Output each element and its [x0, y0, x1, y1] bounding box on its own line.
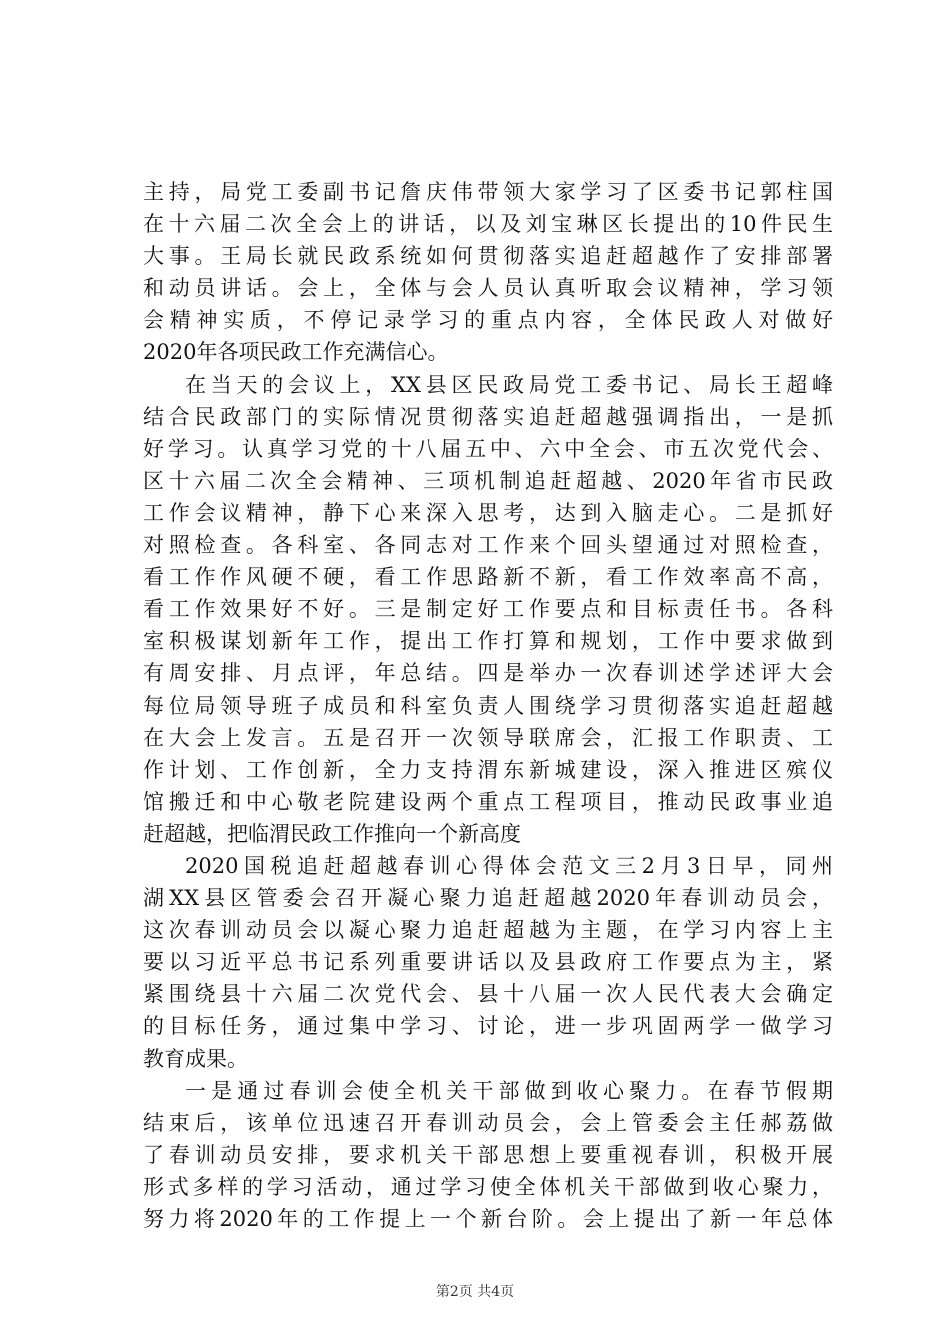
text-line: 2020年各项民政工作充满信心。	[143, 340, 449, 365]
text-line: 主持，局党工委副书记詹庆伟带领大家学习了区委书记郭柱国	[143, 180, 833, 204]
text-line: 2020国税追赶超越春训心得体会范文三2月3日早，同州	[185, 853, 833, 878]
text-line: 对照检查。各科室、各同志对工作来个回头望通过对照检查，	[143, 533, 833, 558]
text-line: 每位局领导班子成员和科室负责人围绕学习贯彻落实追赶超越	[143, 693, 833, 718]
text-line: 赶超越，把临渭民政工作推向一个新高度	[143, 821, 521, 846]
text-line: 教育成果。	[143, 1046, 248, 1071]
text-line: 工作会议精神，静下心来深入思考，达到入脑走心。二是抓好	[143, 500, 833, 525]
text-line: 好学习。认真学习党的十八届五中、六中全会、市五次党代会、	[143, 436, 833, 461]
text-line: 大事。王局长就民政系统如何贯彻落实追赶超越作了安排部署	[143, 244, 833, 269]
text-line: 一是通过春训会使全机关干部做到收心聚力。在春节假期	[185, 1078, 833, 1103]
text-line: 在大会上发言。五是召开一次领导联席会，汇报工作职责、工	[143, 725, 833, 750]
text-line: 了春训动员安排，要求机关干部思想上要重视春训，积极开展	[143, 1142, 833, 1167]
text-line: 这次春训动员会以凝心聚力追赶超越为主题，在学习内容上主	[143, 918, 833, 943]
text-line: 看工作效果好不好。三是制定好工作要点和目标责任书。各科	[143, 597, 833, 622]
page-number-label: 第2页 共4页	[435, 1284, 515, 1300]
text-line: 室积极谋划新年工作，提出工作打算和规划，工作中要求做到	[143, 629, 833, 654]
text-line: 在十六届二次全会上的讲话，以及刘宝琳区长提出的10件民生	[143, 212, 833, 237]
text-line: 形式多样的学习活动，通过学习使全体机关干部做到收心聚力，	[143, 1174, 833, 1199]
text-line: 结束后，该单位迅速召开春训动员会，会上管委会主任郝荔做	[143, 1110, 833, 1135]
text-line: 紧围绕县十六届二次党代会、县十八届一次人民代表大会确定	[143, 982, 833, 1007]
text-line: 区十六届二次全会精神、三项机制追赶超越、2020年省市民政	[143, 468, 833, 493]
text-line: 会精神实质，不停记录学习的重点内容，全体民政人对做好	[143, 308, 833, 333]
text-line: 看工作作风硬不硬，看工作思路新不新，看工作效率高不高，	[143, 565, 833, 590]
text-line: 在当天的会议上，XX县区民政局党工委书记、局长王超峰	[185, 372, 833, 397]
text-line: 湖XX县区管委会召开凝心聚力追赶超越2020年春训动员会，	[143, 886, 833, 911]
text-line: 馆搬迁和中心敬老院建设两个重点工程项目，推动民政事业追	[143, 789, 833, 814]
text-line: 有周安排、月点评，年总结。四是举办一次春训述学述评大会	[143, 661, 833, 686]
document-body	[143, 176, 833, 1235]
text-line: 结合民政部门的实际情况贯彻落实追赶超越强调指出，一是抓	[143, 404, 833, 429]
text-line: 作计划、工作创新，全力支持渭东新城建设，深入推进区殡仪	[143, 757, 833, 782]
text-line: 的目标任务，通过集中学习、讨论，进一步巩固两学一做学习	[143, 1014, 833, 1039]
page-footer	[0, 1281, 950, 1301]
text-line: 和动员讲话。会上，全体与会人员认真听取会议精神，学习领	[143, 276, 833, 301]
text-line: 努力将2020年的工作提上一个新台阶。会上提出了新一年总体	[143, 1207, 833, 1231]
text-line: 要以习近平总书记系列重要讲话以及县政府工作要点为主，紧	[143, 950, 833, 975]
